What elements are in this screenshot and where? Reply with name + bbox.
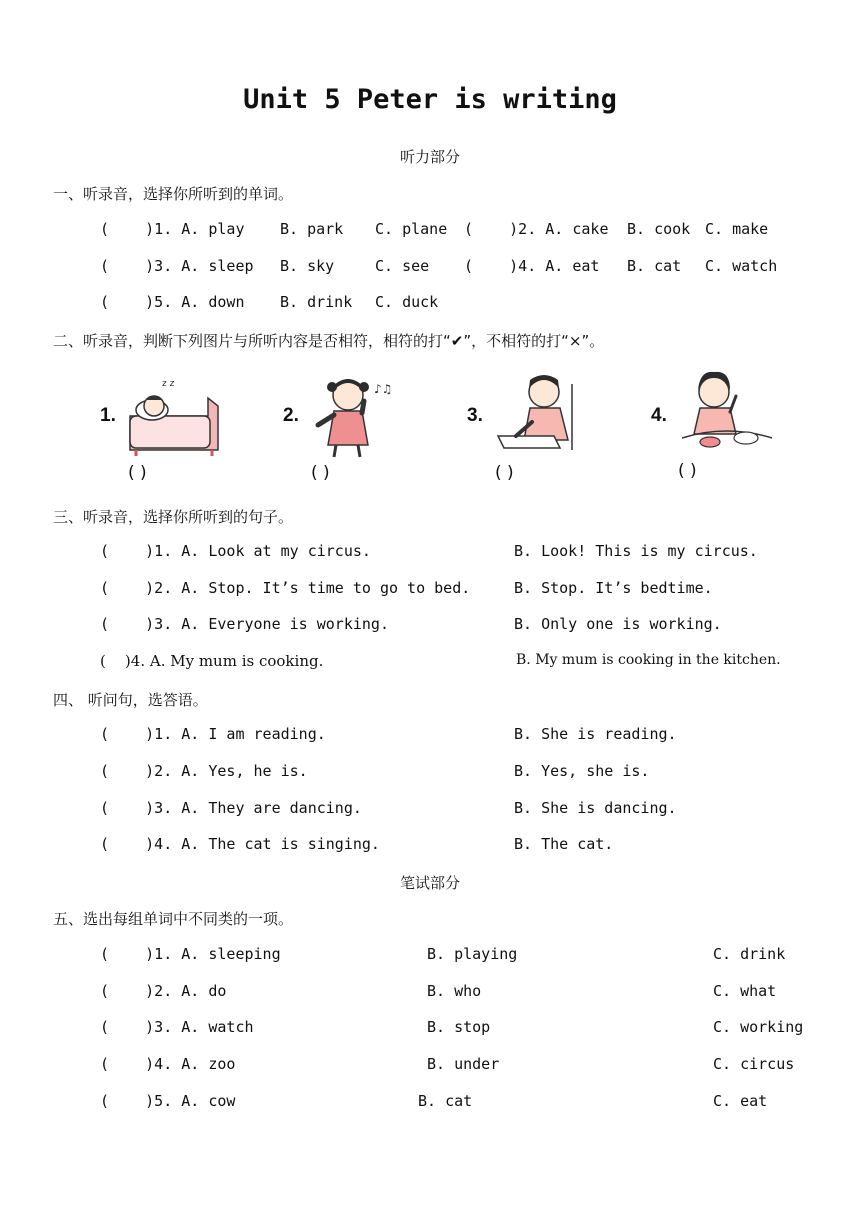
listening-heading: 听力部分 (399, 148, 460, 166)
s4-row-4-a: ( )4. A. The cat is singing. (100, 835, 380, 853)
s1-q2-b: B. cook (627, 220, 691, 238)
s1-q1-c: C. plane (375, 220, 448, 238)
s5-row-1-a: ( )1. A. sleeping (100, 945, 281, 963)
s5-row-2-a: ( )2. A. do (100, 982, 227, 1000)
s1-q1-b: B. park (280, 220, 344, 238)
picture-1-number: 1. (100, 405, 116, 426)
s4-row-4-b: B. The cat. (514, 835, 614, 853)
s1-q5-a: ( )5. A. down (100, 293, 245, 311)
s4-row-3-b: B. She is dancing. (514, 799, 677, 817)
s5-row-5-c: C. eat (713, 1092, 768, 1110)
picture-2-number: 2. (283, 405, 299, 426)
s1-q5-c: C. duck (375, 293, 439, 311)
s1-q4-c: C. watch (705, 257, 778, 275)
writing-boy-image (492, 370, 588, 460)
picture-2-answer-blank: ( ) (311, 463, 330, 483)
s5-row-3-c: C. working (713, 1018, 804, 1036)
s5-row-2-c: C. what (713, 982, 777, 1000)
section-1-heading: 一、听录音，选择你所听到的单词。 (53, 185, 294, 203)
eating-boy-image (680, 366, 774, 454)
s1-q1-a: ( )1. A. play (100, 220, 245, 238)
s3-row-4-a: ( )4. A. My mum is cooking. (100, 652, 324, 670)
section-5-heading: 五、选出每组单词中不同类的一项。 (53, 910, 294, 928)
sleeping-child-image (122, 376, 226, 458)
picture-4-number: 4. (651, 405, 667, 426)
s3-row-2-a: ( )2. A. Stop. It’s time to go to bed. (100, 579, 471, 597)
s1-q2-c: C. make (705, 220, 769, 238)
s3-row-2-b: B. Stop. It’s bedtime. (514, 579, 713, 597)
s1-q3-b: B. sky (280, 257, 335, 275)
s4-row-2-b: B. Yes, she is. (514, 762, 650, 780)
s5-row-1-b: B. playing (427, 945, 518, 963)
picture-3-number: 3. (467, 405, 483, 426)
s3-row-4-b: B. My mum is cooking in the kitchen. (516, 652, 781, 668)
s5-row-1-c: C. drink (713, 945, 786, 963)
s3-row-1-a: ( )1. A. Look at my circus. (100, 542, 371, 560)
picture-4-answer-blank: ( ) (678, 461, 697, 481)
svg-text:♪♫: ♪♫ (374, 382, 393, 396)
s1-q5-b: B. drink (280, 293, 353, 311)
section-2-heading: 二、听录音，判断下列图片与所听内容是否相符，相符的打“✔”，不相符的打“×”。 (53, 332, 605, 350)
s5-row-4-a: ( )4. A. zoo (100, 1055, 236, 1073)
picture-1-answer-blank: ( ) (128, 463, 147, 483)
s1-q4-a: ( )4. A. eat (464, 257, 600, 275)
s1-q4-b: B. cat (627, 257, 682, 275)
s5-row-5-a: ( )5. A. cow (100, 1092, 236, 1110)
s1-q3-a: ( )3. A. sleep (100, 257, 254, 275)
s3-row-3-a: ( )3. A. Everyone is working. (100, 615, 389, 633)
singing-girl-image (312, 373, 404, 459)
s5-row-2-b: B. who (427, 982, 482, 1000)
section-4-heading: 四、 听问句，选答语。 (53, 691, 208, 709)
s4-row-3-a: ( )3. A. They are dancing. (100, 799, 362, 817)
s5-row-4-c: C. circus (713, 1055, 795, 1073)
s5-row-3-a: ( )3. A. watch (100, 1018, 254, 1036)
s3-row-1-b: B. Look! This is my circus. (514, 542, 758, 560)
s4-row-1-a: ( )1. A. I am reading. (100, 725, 326, 743)
s1-q2-a: ( )2. A. cake (464, 220, 609, 238)
s1-q3-c: C. see (375, 257, 430, 275)
s4-row-2-a: ( )2. A. Yes, he is. (100, 762, 308, 780)
s5-row-4-b: B. under (427, 1055, 500, 1073)
s5-row-5-b: B. cat (418, 1092, 473, 1110)
s3-row-3-b: B. Only one is working. (514, 615, 722, 633)
writing-heading: 笔试部分 (399, 874, 460, 892)
picture-3-answer-blank: ( ) (495, 463, 514, 483)
svg-text:z z: z z (162, 379, 175, 389)
page-title: Unit 5 Peter is writing (243, 84, 617, 115)
section-3-heading: 三、听录音，选择你所听到的句子。 (53, 508, 294, 526)
s5-row-3-b: B. stop (427, 1018, 491, 1036)
s4-row-1-b: B. She is reading. (514, 725, 677, 743)
